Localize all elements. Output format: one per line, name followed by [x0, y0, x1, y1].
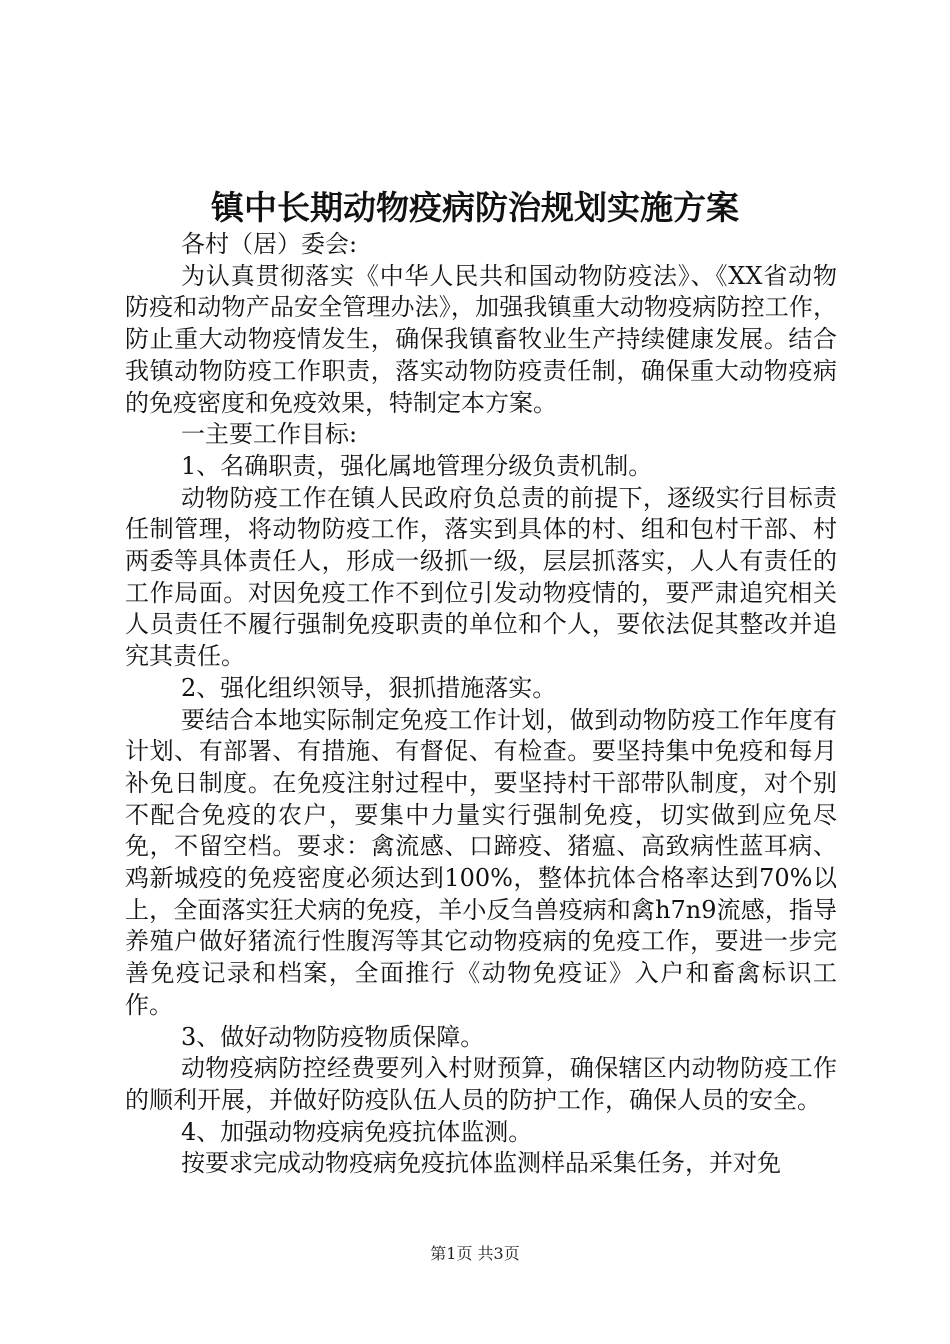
item-paragraph-1: 动物防疫工作在镇人民政府负总责的前提下，逐级实行目标责任制管理，将动物防疫工作，落实到具体的村、组和包村干部、村两委等具体责任人，形成一级抓一级，层层抓落实，人人有责任的工作局面。对因免疫工作不到位引发动物疫情的，要严肃追究相关人员责任不履行强制免疫职责的单位和个人，要依法促其整改并追究其责任。 — [125, 483, 837, 671]
item-paragraph-3: 动物疫病防控经费要列入村财预算，确保辖区内动物防疫工作的顺利开展，并做好防疫队伍人员的防护工作，确保人员的安全。 — [125, 1054, 837, 1114]
item-heading-2: 2、强化组织领导，狠抓措施落实。 — [181, 673, 557, 702]
section-heading-goals: 一主要工作目标: — [181, 420, 358, 449]
item-heading-3: 3、做好动物防疫物质保障。 — [181, 1022, 485, 1051]
item-heading-1: 1、名确职责，强化属地管理分级负责机制。 — [181, 451, 653, 480]
item-paragraph-4: 按要求完成动物疫病免疫抗体监测样品采集任务，并对免 — [181, 1149, 781, 1178]
document-body — [125, 229, 837, 1180]
intro-paragraph: 为认真贯彻落实《中华人民共和国动物防疫法》、《XX省动物防疫和动物产品安全管理办法》，加强我镇重大动物疫病防控工作，防止重大动物疫情发生，确保我镇畜牧业生产持续健康发展。结合我镇动物防疫工作职责，落实动物防疫责任制，确保重大动物疫病的免疫密度和免疫效果，特制定本方案。 — [125, 261, 837, 417]
document-title: 镇中长期动物疫病防治规划实施方案 — [211, 188, 739, 227]
salutation: 各村（居）委会: — [181, 230, 358, 258]
item-heading-4: 4、加强动物疫病免疫抗体监测。 — [181, 1117, 533, 1146]
page-number: 第1页 共3页 — [430, 1244, 520, 1263]
item-paragraph-2: 要结合本地实际制定免疫工作计划，做到动物防疫工作年度有计划、有部署、有措施、有督促、有检查。要坚持集中免疫和每月补免日制度。在免疫注射过程中，要坚持村干部带队制度，对个别不配合免疫的农户，要集中力量实行强制免疫，切实做到应免尽免，不留空档。要求：禽流感、口蹄疫、猪瘟、高致病性蓝耳病、鸡新城疫的免疫密度必须达到100%，整体抗体合格率达到70%以上，全面落实狂犬病的免疫，羊小反刍兽疫病和禽h7n9流感，指导养殖户做好猪流行性腹泻等其它动物疫病的免疫工作，要进一步完善免疫记录和档案，全面推行《动物免疫证》入户和畜禽标识工作。 — [125, 705, 837, 1019]
